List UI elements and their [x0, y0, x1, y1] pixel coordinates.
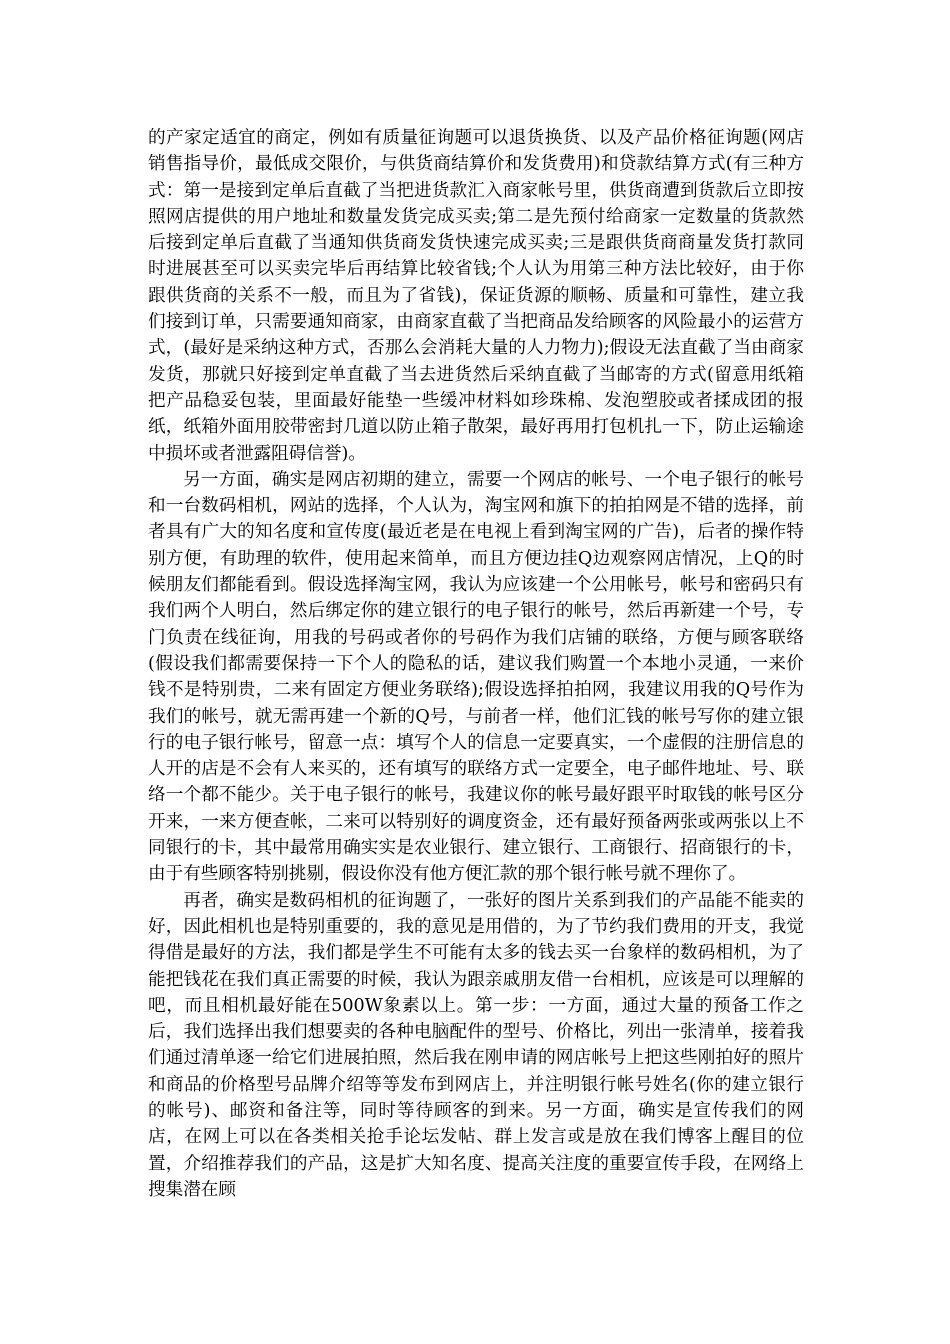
paragraph-3: 再者，确实是数码相机的征询题了，一张好的图片关系到我们的产品能不能卖的好，因此相机也是特别重要的，我的意见是用借的，为了节约我们费用的开支，我觉得借是最好的方法，我们都是学生不可能有太多的钱去买一台象样的数码相机，为了能把钱花在我们真正需要的时候，我认为跟亲戚朋友借一台相机，应该是可以理解的吧，而且相机最好能在500W象素以上。第一步：一方面，通过大量的预备工作之后，我们选择出我们想要卖的各种电脑配件的型号、价格比，列出一张清单，接着我们通过清单逐一给它们进展拍照，然后我在刚申请的网店帐号上把这些刚拍好的照片和商品的价格型号品牌介绍等等发布到网店上，并注明银行帐号姓名(你的建立银行的帐号)、邮资和备注等，同时等待顾客的到来。另一方面，确实是宣传我们的网店，在网上可以在各类相关抢手论坛发帖、群上发言或是放在我们博客上醒目的位置，介绍推荐我们的产品，这是扩大知名度、提高关注度的重要宣传手段，在网络上搜集潜在顾	[148, 890, 804, 1200]
document-body	[148, 125, 804, 1203]
paragraph-1: 的产家定适宜的商定，例如有质量征询题可以退货换货、以及产品价格征询题(网店销售指导价，最低成交限价，与供货商结算价和发货费用)和贷款结算方式(有三种方式：第一是接到定单后直截了当把进货款汇入商家帐号里，供货商遭到货款后立即按照网店提供的用户地址和数量发货完成买卖;第二是先预付给商家一定数量的货款然后接到定单后直截了当通知供货商发货快速完成买卖;三是跟供货商商量发货打款同时进展甚至可以买卖完毕后再结算比较省钱;个人认为用第三种方法比较好，由于你跟供货商的关系不一般，而且为了省钱)，保证货源的顺畅、质量和可靠性，建立我们接到订单，只需要通知商家，由商家直截了当把商品发给顾客的风险最小的运营方式，(最好是采纳这种方式，否那么会消耗大量的人力物力);假设无法直截了当由商家发货，那就只好接到定单直截了当去进货然后采纳直截了当邮寄的方式(留意用纸箱把产品稳妥包装，里面最好能垫一些缓冲材料如珍珠棉、发泡塑胶或者揉成团的报纸，纸箱外面用胶带密封几道以防止箱子散架，最好再用打包机扎一下，防止运输途中损坏或者泄露阻碍信誉)。	[148, 128, 804, 464]
paragraph-2: 另一方面，确实是网店初期的建立，需要一个网店的帐号、一个电子银行的帐号和一台数码相机，网站的选择，个人认为，淘宝网和旗下的拍拍网是不错的选择，前者具有广大的知名度和宣传度(最近老是在电视上看到淘宝网的广告)，后者的操作特别方便，有助理的软件，使用起来简单，而且方便边挂Q边观察网店情况，上Q的时候朋友们都能看到。假设选择淘宝网，我认为应该建一个公用帐号，帐号和密码只有我们两个人明白，然后绑定你的建立银行的电子银行的帐号，然后再新建一个号，专门负责在线征询，用我的号码或者你的号码作为我们店铺的联络，方便与顾客联络(假设我们都需要保持一下个人的隐私的话，建议我们购置一个本地小灵通，一来价钱不是特别贵，二来有固定方便业务联络);假设选择拍拍网，我建议用我的Q号作为我们的帐号，就无需再建一个新的Q号，与前者一样，他们汇钱的帐号写你的建立银行的电子银行帐号，留意一点：填写个人的信息一定要真实，一个虚假的注册信息的人开的店是不会有人来买的，还有填写的联络方式一定要全，电子邮件地址、号、联络一个都不能少。关于电子银行的帐号，我建议你的帐号最好跟平时取钱的帐号区分开来，一来方便查帐，二来可以特别好的调度资金，还有最好预备两张或两张以上不同银行的卡，其中最常用确实实是农业银行、建立银行、工商银行、招商银行的卡，由于有些顾客特别挑剔，假设你没有他方便汇款的那个银行帐号就不理你了。	[148, 469, 804, 885]
